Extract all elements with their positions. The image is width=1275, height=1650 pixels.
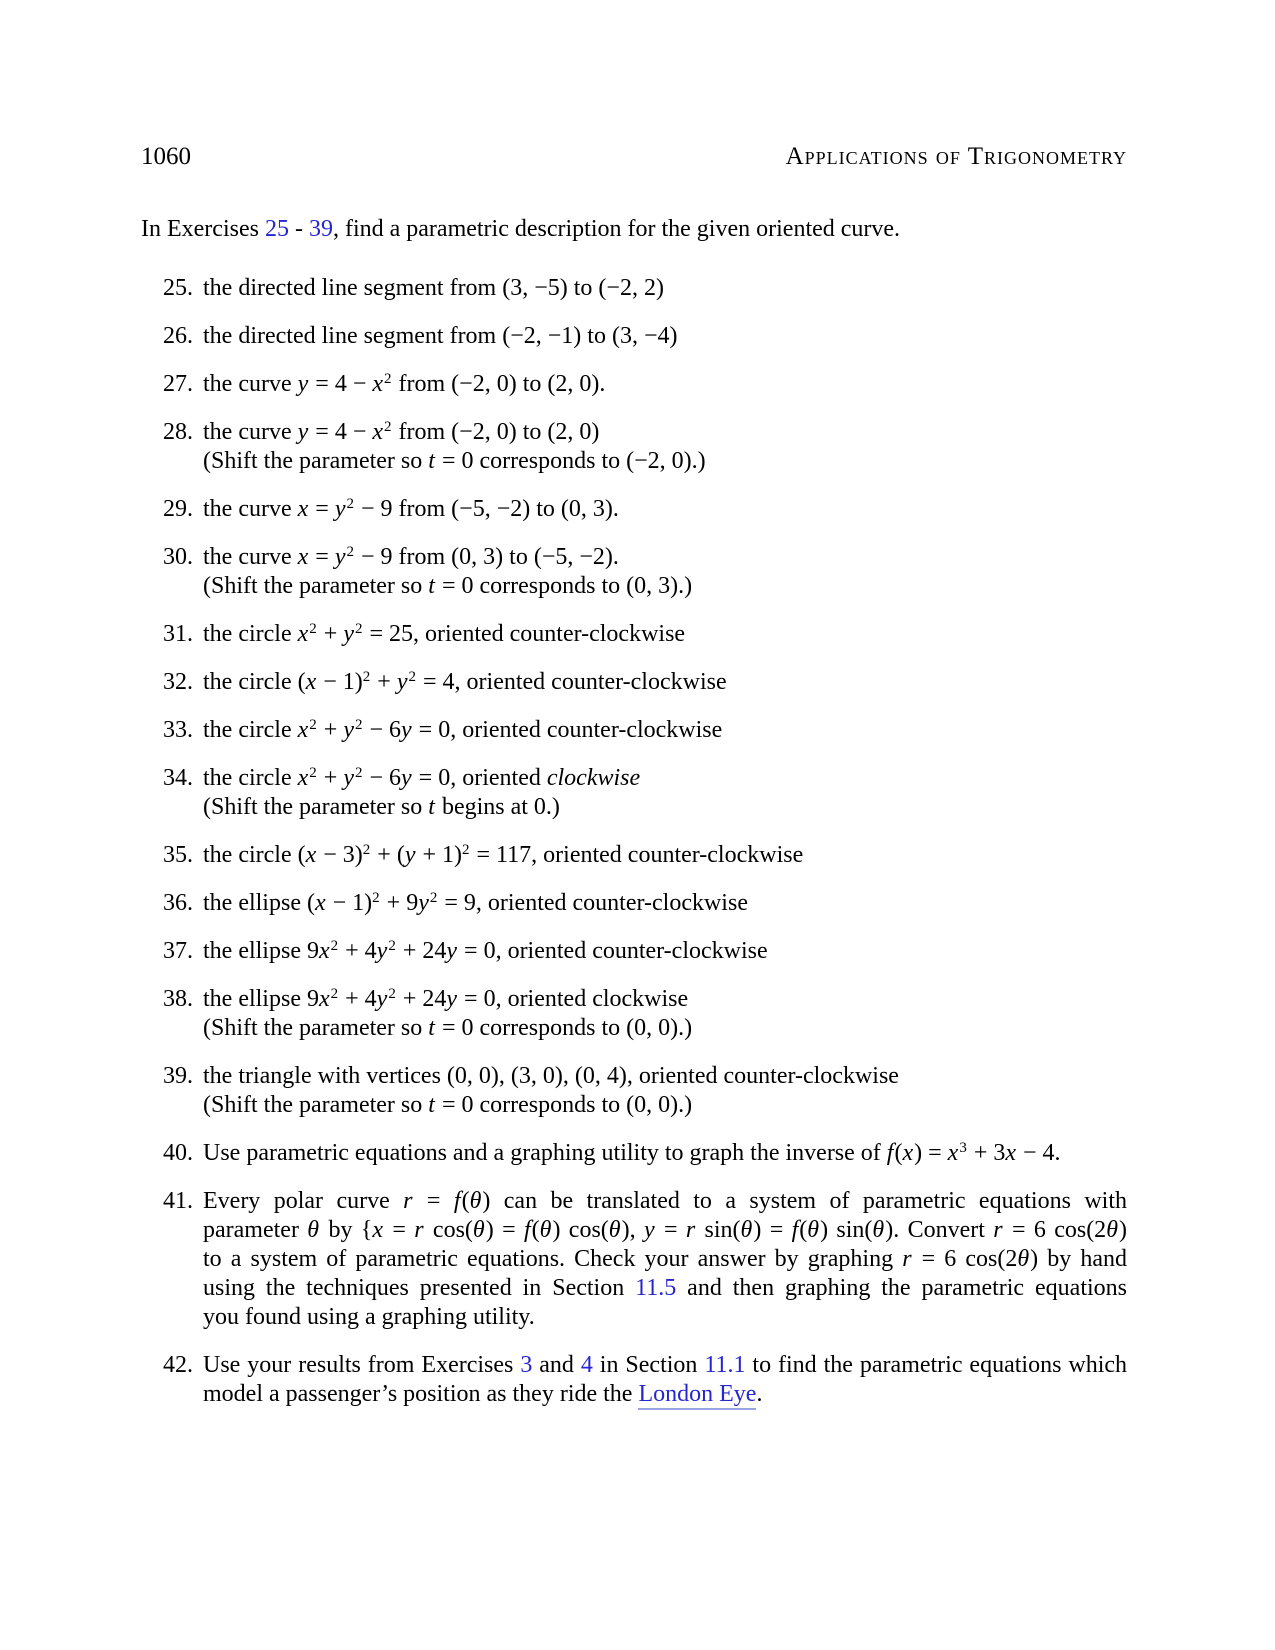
exercise-42 <box>141 1351 1127 1409</box>
math-var: t <box>428 573 435 599</box>
exercise-line <box>203 620 1127 649</box>
exponent: 2 <box>384 371 392 387</box>
text-run: = <box>655 1217 686 1243</box>
math-var: t <box>428 794 435 820</box>
text-run: the directed line segment from (−2, −1) to (3, −4) <box>203 323 678 349</box>
text-run: the ellipse 9 <box>203 938 319 964</box>
exercise-41 <box>141 1187 1127 1332</box>
text-run: the curve <box>203 544 298 570</box>
text-run: In Exercises <box>141 216 265 242</box>
exercise-body <box>203 418 1127 476</box>
text-run: ), <box>621 1217 644 1243</box>
exercise-26 <box>141 322 1127 351</box>
math-var: y <box>343 621 354 647</box>
math-var: y <box>343 765 354 791</box>
text-run: = 0, oriented counter-clockwise <box>458 938 768 964</box>
math-var: θ <box>307 1217 320 1243</box>
exercise-list <box>141 274 1127 1409</box>
exercise-line <box>203 841 1127 870</box>
text-run: the curve <box>203 419 298 445</box>
link-25[interactable]: 25 <box>264 216 289 242</box>
text-run: (Shift the parameter so <box>203 573 429 599</box>
math-var: x <box>297 765 309 791</box>
exercise-line <box>203 716 1127 745</box>
math-var: t <box>428 1015 435 1041</box>
text-run: = <box>383 1217 415 1243</box>
text-run: ) = <box>753 1217 792 1243</box>
math-var: θ <box>469 1188 482 1214</box>
text-run: you found using a graphing utility. <box>203 1304 535 1330</box>
text-run: = 0, oriented <box>412 765 547 791</box>
math-var: y <box>446 986 458 1012</box>
text-run: ) by hand <box>1030 1246 1127 1272</box>
exercise-line <box>203 543 1127 572</box>
math-var: θ <box>740 1217 753 1243</box>
text-run: + ( <box>371 842 405 868</box>
math-var: θ <box>872 1217 885 1243</box>
exercise-number: 30. <box>163 544 193 570</box>
math-var: y <box>401 765 412 791</box>
math-var: x <box>297 717 309 743</box>
math-var: y <box>418 890 429 916</box>
text-run: to a system of parametric equations. Check your answer by graphing <box>203 1246 903 1272</box>
text-run: (Shift the parameter so <box>203 448 429 474</box>
text-run: = 9, oriented counter-clockwise <box>438 890 748 916</box>
text-run: − 1) <box>317 669 363 695</box>
text-run: ) cos( <box>552 1217 609 1243</box>
italic-text: clockwise <box>546 765 641 791</box>
text-run: the circle <box>203 765 298 791</box>
exercise-line <box>203 985 1127 1014</box>
exponent: 2 <box>309 717 317 733</box>
exercise-30 <box>141 543 1127 601</box>
exercise-27 <box>141 370 1127 399</box>
text-run: by { <box>320 1217 373 1243</box>
math-var: r <box>414 1217 424 1243</box>
exercise-33 <box>141 716 1127 745</box>
exercise-line <box>203 668 1127 697</box>
exercise-number: 25. <box>163 275 193 301</box>
math-var: t <box>428 448 435 474</box>
math-var: y <box>297 419 309 445</box>
math-var: y <box>446 938 458 964</box>
exponent: 2 <box>309 621 317 637</box>
exponent: 2 <box>408 669 416 685</box>
exercise-number: 31. <box>163 621 193 647</box>
exercise-39 <box>141 1062 1127 1120</box>
text-run: ( <box>461 1188 470 1214</box>
exponent: 2 <box>346 496 354 512</box>
exercise-line <box>203 1216 1127 1245</box>
text-run: = 4, oriented counter-clockwise <box>417 669 727 695</box>
text-run: ) sin( <box>820 1217 873 1243</box>
exercise-number: 36. <box>163 890 193 916</box>
exercise-number: 32. <box>163 669 193 695</box>
text-run: the circle ( <box>203 669 306 695</box>
text-run: − 6 <box>363 717 402 743</box>
exercise-35 <box>141 841 1127 870</box>
page-content <box>141 142 1127 1428</box>
text-run: + <box>317 717 344 743</box>
text-run: + 9 <box>380 890 419 916</box>
text-run: Use your results from Exercises <box>203 1352 521 1378</box>
exponent: 2 <box>372 890 380 906</box>
math-var: θ <box>608 1217 621 1243</box>
text-run: parameter <box>203 1217 308 1243</box>
text-run: = 0 corresponds to (0, 3).) <box>435 573 693 599</box>
text-run: + 4 <box>339 938 377 964</box>
math-var: y <box>404 842 416 868</box>
math-var: f <box>791 1217 799 1243</box>
text-run: ( <box>799 1217 808 1243</box>
text-run: Every polar curve <box>203 1188 404 1214</box>
exponent: 2 <box>388 938 396 954</box>
math-var: θ <box>539 1217 552 1243</box>
text-run: = 0 corresponds to (−2, 0).) <box>435 448 706 474</box>
text-run: the triangle with vertices (0, 0), (3, 0), (0, 4), oriented counter-clockwise <box>203 1063 899 1089</box>
math-var: θ <box>807 1217 820 1243</box>
text-run: (Shift the parameter so <box>203 1092 429 1118</box>
link-london-eye[interactable]: London Eye <box>638 1381 756 1410</box>
math-var: y <box>376 986 388 1012</box>
text-run: , find a parametric description for the given oriented curve. <box>332 216 901 242</box>
exercise-number: 33. <box>163 717 193 743</box>
math-var: x <box>372 1217 383 1243</box>
exponent: 2 <box>354 621 363 637</box>
intro-paragraph <box>141 215 1127 244</box>
exercise-line <box>203 447 1127 476</box>
text-run: the circle <box>203 621 298 647</box>
text-run: the circle <box>203 717 298 743</box>
math-var: x <box>372 371 384 397</box>
exercise-line <box>203 764 1127 793</box>
text-run: = <box>309 544 335 570</box>
text-run: + 4 <box>339 986 377 1012</box>
exercise-number: 35. <box>163 842 193 868</box>
text-run: + 24 <box>396 986 447 1012</box>
text-run: = 0, oriented clockwise <box>458 986 689 1012</box>
exercise-number: 34. <box>163 765 193 791</box>
math-var: x <box>314 890 326 916</box>
text-run: Use parametric equations and a graphing utility to graph the inverse of <box>203 1140 887 1166</box>
link-3[interactable]: 3 <box>520 1352 533 1378</box>
text-run: (Shift the parameter so <box>203 794 429 820</box>
exercise-body <box>203 1187 1127 1332</box>
text-run: + 24 <box>396 938 447 964</box>
text-run: − 3) <box>317 842 363 868</box>
text-run: ) <box>1118 1217 1127 1243</box>
exercise-number: 26. <box>163 323 193 349</box>
math-var: x <box>372 419 384 445</box>
exercise-body <box>203 764 1127 822</box>
exercise-number: 41. <box>163 1188 193 1214</box>
text-run: begins at 0.) <box>435 794 560 820</box>
exponent: 2 <box>388 986 396 1002</box>
exercise-line <box>203 793 1127 822</box>
exercise-line <box>203 495 1127 524</box>
exercise-line <box>203 1245 1127 1274</box>
math-var: y <box>396 669 408 695</box>
text-run: ( <box>531 1217 540 1243</box>
text-run: to find the parametric equations which <box>745 1352 1128 1378</box>
text-run: = 4 − <box>309 419 373 445</box>
exercise-line <box>203 370 1127 399</box>
exercise-25 <box>141 274 1127 303</box>
exercise-38 <box>141 985 1127 1043</box>
math-var: f <box>523 1217 531 1243</box>
exercise-number: 29. <box>163 496 193 522</box>
text-run: = 25, oriented counter-clockwise <box>363 621 686 647</box>
text-run: ). Convert <box>885 1217 994 1243</box>
text-run: − 9 from (0, 3) to (−5, −2). <box>354 544 619 570</box>
exercise-number: 28. <box>163 419 193 445</box>
math-var: r <box>902 1246 912 1272</box>
exponent: 2 <box>462 842 470 858</box>
exercise-number: 42. <box>163 1352 193 1378</box>
exercise-line <box>203 572 1127 601</box>
exercise-line <box>203 1187 1127 1216</box>
math-var: x <box>318 986 330 1012</box>
math-var: x <box>947 1140 959 1166</box>
math-var: x <box>305 842 317 868</box>
math-var: r <box>685 1217 696 1243</box>
exercise-line <box>203 1274 1127 1303</box>
text-run: ) can be translated to a system of parametric equations with <box>482 1188 1127 1214</box>
text-run: = <box>413 1188 454 1214</box>
exponent: 2 <box>354 717 363 733</box>
exercise-line <box>203 1380 1127 1409</box>
math-var: θ <box>1106 1217 1118 1243</box>
text-run: (Shift the parameter so <box>203 1015 429 1041</box>
math-var: y <box>297 371 309 397</box>
link-11.1[interactable]: 11.1 <box>704 1352 746 1378</box>
math-var: x <box>1005 1140 1017 1166</box>
link-4[interactable]: 4 <box>580 1352 593 1378</box>
text-run: in Section <box>592 1352 705 1378</box>
text-run: and <box>532 1352 581 1378</box>
text-run: = 4 − <box>309 371 373 397</box>
link-11.5[interactable]: 11.5 <box>635 1275 677 1301</box>
exercise-number: 27. <box>163 371 193 397</box>
exponent: 2 <box>330 938 339 954</box>
text-run: the circle ( <box>203 842 306 868</box>
text-run: the curve <box>203 496 298 522</box>
math-var: θ <box>1017 1246 1030 1272</box>
exercise-line <box>203 1303 1127 1332</box>
math-var: x <box>305 669 317 695</box>
text-run: ) = <box>485 1217 524 1243</box>
exercise-line <box>203 937 1127 966</box>
text-run: and then graphing the parametric equations <box>676 1275 1127 1301</box>
exponent: 2 <box>362 669 371 685</box>
math-var: t <box>428 1092 435 1118</box>
text-run: + <box>371 669 397 695</box>
math-var: f <box>453 1188 461 1214</box>
exponent: 2 <box>309 765 317 781</box>
exercise-line <box>203 274 1127 303</box>
exercise-36 <box>141 889 1127 918</box>
exercise-body <box>203 495 1127 524</box>
exercise-line <box>203 322 1127 351</box>
math-var: y <box>376 938 388 964</box>
exercise-number: 39. <box>163 1063 193 1089</box>
text-run: + 3 <box>967 1140 1006 1166</box>
text-run: model a passenger’s position as they ride the <box>203 1381 639 1407</box>
math-var: x <box>902 1140 914 1166</box>
math-var: y <box>343 717 354 743</box>
exercise-body <box>203 620 1127 649</box>
text-run: + 1) <box>416 842 463 868</box>
exponent: 3 <box>959 1140 967 1156</box>
exercise-number: 40. <box>163 1140 193 1166</box>
text-run: = 0, oriented counter-clockwise <box>412 717 723 743</box>
exercise-body <box>203 1062 1127 1120</box>
text-run: ) = <box>914 1140 948 1166</box>
exponent: 2 <box>429 890 438 906</box>
exercise-body <box>203 274 1127 303</box>
exercise-body <box>203 985 1127 1043</box>
text-run: ( <box>894 1140 903 1166</box>
exercise-32 <box>141 668 1127 697</box>
math-var: θ <box>472 1217 485 1243</box>
math-var: x <box>297 496 309 522</box>
exercise-28 <box>141 418 1127 476</box>
page-header <box>141 142 1127 171</box>
text-run: − 6 <box>363 765 402 791</box>
math-var: y <box>334 496 346 522</box>
exercise-body <box>203 1351 1127 1409</box>
text-run: = 0 corresponds to (0, 0).) <box>435 1015 693 1041</box>
text-run: - <box>288 216 309 242</box>
text-run: + <box>317 765 344 791</box>
exponent: 2 <box>346 544 354 560</box>
exercise-line <box>203 1062 1127 1091</box>
exponent: 2 <box>354 765 363 781</box>
math-var: x <box>318 938 330 964</box>
exercise-body <box>203 668 1127 697</box>
exponent: 2 <box>330 986 339 1002</box>
exercise-line <box>203 418 1127 447</box>
link-39[interactable]: 39 <box>308 216 333 242</box>
exercise-body <box>203 716 1127 745</box>
exponent: 2 <box>384 419 392 435</box>
math-var: x <box>297 621 309 647</box>
exercise-line <box>203 1139 1127 1168</box>
exercise-31 <box>141 620 1127 649</box>
text-run: cos( <box>424 1217 473 1243</box>
exercise-body <box>203 1139 1127 1168</box>
exercise-number: 38. <box>163 986 193 1012</box>
exercise-line <box>203 1014 1127 1043</box>
exponent: 2 <box>362 842 371 858</box>
exercise-34 <box>141 764 1127 822</box>
exercise-line <box>203 889 1127 918</box>
text-run: = 6 cos(2 <box>1003 1217 1107 1243</box>
text-run: = 117, oriented counter-clockwise <box>470 842 804 868</box>
text-run: − 9 from (−5, −2) to (0, 3). <box>354 496 619 522</box>
text-run: using the techniques presented in Section <box>203 1275 636 1301</box>
exercise-body <box>203 841 1127 870</box>
exercise-line <box>203 1091 1127 1120</box>
text-run: sin( <box>696 1217 741 1243</box>
math-var: y <box>401 717 412 743</box>
exercise-body <box>203 322 1127 351</box>
text-run: the directed line segment from (3, −5) to (−2, 2) <box>203 275 664 301</box>
text-run: from (−2, 0) to (2, 0) <box>392 419 600 445</box>
math-var: y <box>643 1217 655 1243</box>
text-run: − 1) <box>326 890 373 916</box>
exercise-line <box>203 1351 1127 1380</box>
text-run: − 4. <box>1017 1140 1061 1166</box>
math-var: f <box>886 1140 894 1166</box>
exercise-body <box>203 937 1127 966</box>
math-var: r <box>993 1217 1003 1243</box>
text-run: = <box>309 496 335 522</box>
text-run: the curve <box>203 371 298 397</box>
text-run: . <box>756 1381 763 1407</box>
text-run: from (−2, 0) to (2, 0). <box>392 371 606 397</box>
exercise-body <box>203 543 1127 601</box>
text-run: = 6 cos(2 <box>912 1246 1018 1272</box>
exercise-29 <box>141 495 1127 524</box>
page-number: 1060 <box>141 143 191 170</box>
math-var: y <box>334 544 346 570</box>
text-run: + <box>317 621 344 647</box>
text-run: the ellipse 9 <box>203 986 319 1012</box>
exercise-40 <box>141 1139 1127 1168</box>
math-var: r <box>403 1188 413 1214</box>
exercise-body <box>203 370 1127 399</box>
exercise-body <box>203 889 1127 918</box>
exercise-37 <box>141 937 1127 966</box>
text-run: = 0 corresponds to (0, 0).) <box>435 1092 693 1118</box>
math-var: x <box>297 544 309 570</box>
running-title: Applications of Trigonometry <box>785 143 1127 170</box>
text-run: the ellipse ( <box>203 890 315 916</box>
exercise-number: 37. <box>163 938 193 964</box>
